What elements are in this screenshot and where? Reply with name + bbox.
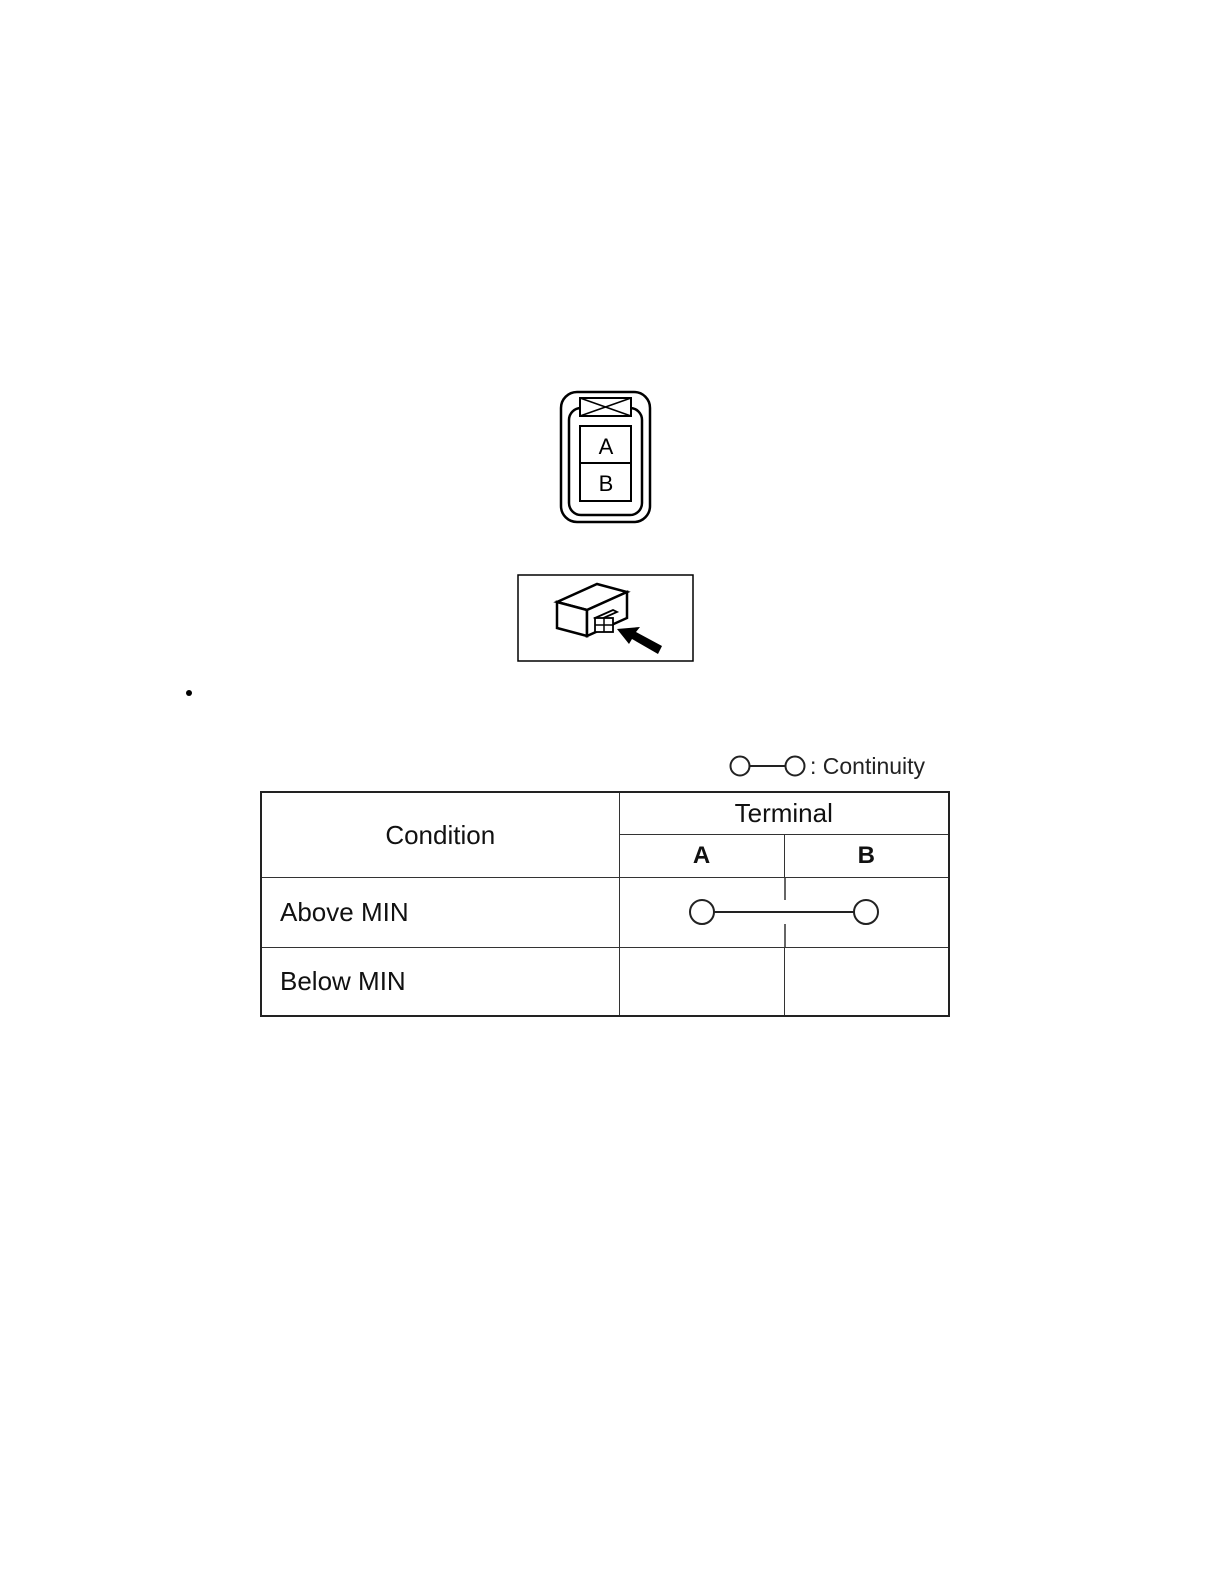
terminal-header: Terminal (619, 792, 949, 835)
connector-pin-a: A (598, 434, 614, 459)
condition-header: Condition (261, 792, 619, 878)
legend-label: : Continuity (810, 752, 926, 779)
connector-face-diagram (558, 390, 654, 524)
terminal-b-cell (784, 948, 949, 1017)
terminal-a-header: A (619, 835, 784, 878)
continuity-connection-icon (620, 878, 950, 947)
condition-cell: Above MIN (261, 878, 619, 948)
continuity-table-wrapper (260, 791, 950, 1016)
connector-view-direction-icon (517, 574, 694, 662)
table-row (261, 878, 949, 948)
terminal-a-cell (619, 948, 784, 1017)
continuity-symbol-icon (728, 753, 808, 779)
connector-pin-b: B (598, 471, 614, 496)
terminal-b-header: B (784, 835, 949, 878)
table-row (261, 948, 949, 1017)
bullet-point (186, 690, 192, 696)
condition-cell: Below MIN (261, 948, 619, 1017)
continuity-table (260, 791, 950, 1017)
continuity-legend (728, 752, 925, 780)
continuity-cell (619, 878, 949, 948)
